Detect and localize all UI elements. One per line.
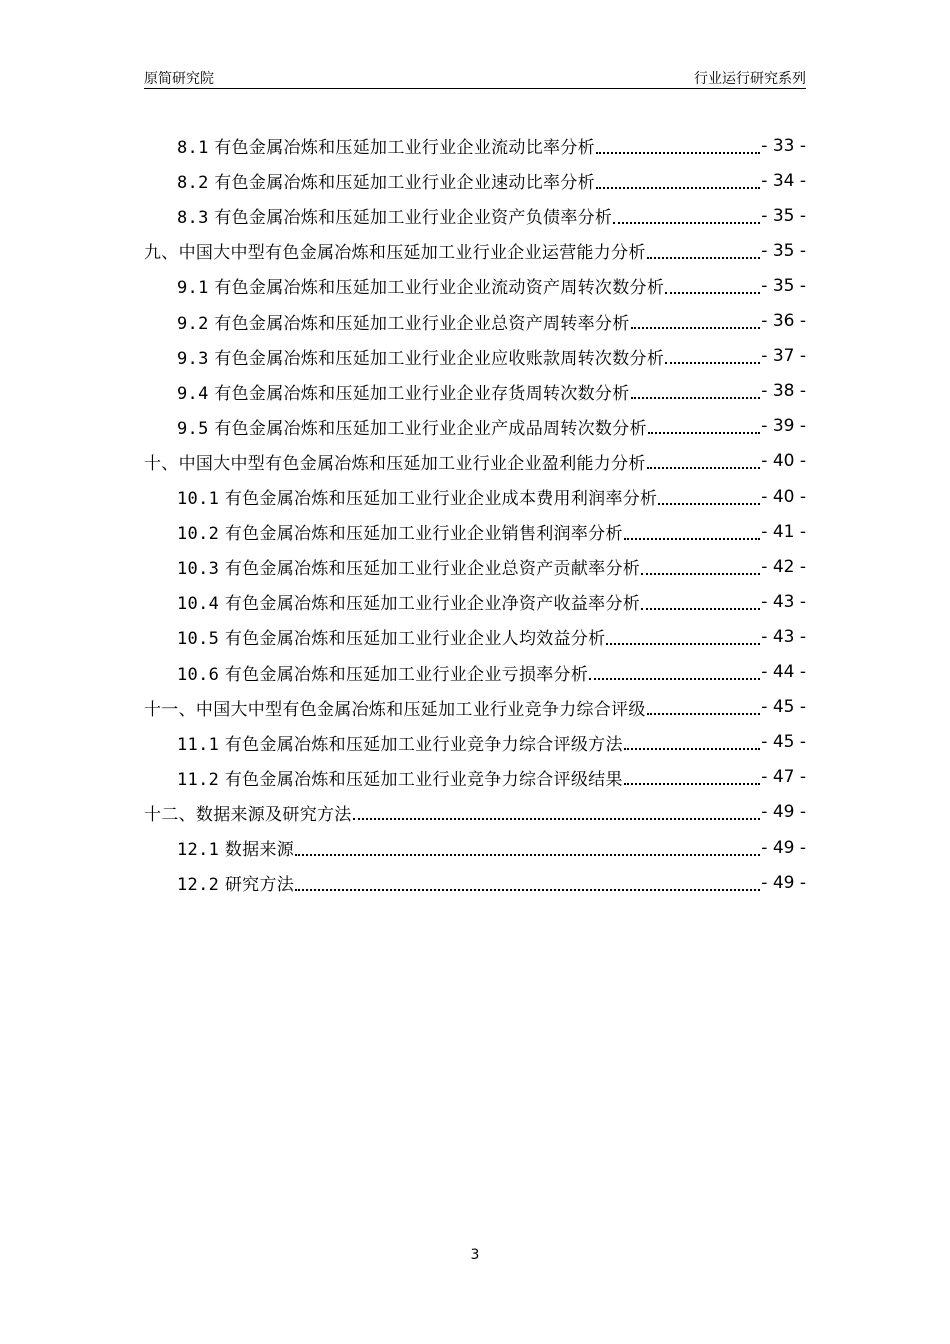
toc-entry-label — [177, 765, 623, 790]
toc-entry-title: 数据来源及研究方法 — [195, 804, 352, 825]
toc-leader-dots — [647, 693, 761, 715]
toc-entry-label — [177, 660, 588, 685]
toc-entry-title: 有色金属冶炼和压延加工业行业企业总资产周转率分析 — [214, 313, 630, 334]
toc-entry-label — [177, 168, 595, 193]
toc-entry[interactable] — [177, 268, 806, 303]
toc-leader-dots — [613, 202, 760, 224]
toc-entry-page: - 33 - — [761, 135, 806, 156]
toc-entry-page: - 37 - — [761, 346, 806, 367]
toc-entry[interactable] — [177, 830, 806, 865]
toc-leader-dots — [624, 518, 761, 540]
toc-leader-dots — [295, 834, 760, 856]
toc-entry-title: 有色金属冶炼和压延加工业行业企业应收账款周转次数分析 — [214, 348, 665, 369]
toc-entry-number: 9.4 — [177, 383, 209, 404]
toc-entry-number: 8.3 — [177, 208, 209, 229]
toc-entry[interactable] — [177, 865, 806, 900]
toc-entry-label — [144, 449, 646, 474]
toc-entry[interactable] — [144, 444, 806, 479]
toc-entry-number: 10.5 — [177, 629, 220, 650]
header-series-name: 行业运行研究系列 — [694, 71, 806, 87]
toc-entry-number: 九、 — [144, 243, 179, 264]
toc-leader-dots — [606, 623, 760, 645]
toc-entry-label — [177, 344, 664, 369]
toc-entry[interactable] — [177, 549, 806, 584]
toc-entry-page: - 35 - — [761, 240, 806, 261]
toc-entry[interactable] — [177, 163, 806, 198]
toc-entry-label — [177, 203, 612, 228]
toc-leader-dots — [295, 869, 760, 891]
toc-entry[interactable] — [177, 725, 806, 760]
toc-entry-title: 有色金属冶炼和压延加工业行业企业流动比率分析 — [214, 138, 595, 158]
toc-entry-title: 有色金属冶炼和压延加工业行业企业亏损率分析 — [224, 664, 589, 685]
toc-entry-label — [177, 309, 630, 334]
toc-entry-number: 9.1 — [177, 278, 209, 299]
toc-entry-page: - 49 - — [761, 872, 806, 893]
toc-entry-number: 12.1 — [177, 840, 220, 860]
toc-entry-page: - 49 - — [761, 802, 806, 823]
toc-entry-label — [144, 695, 646, 720]
toc-leader-dots — [641, 553, 760, 575]
toc-entry-label — [177, 519, 623, 544]
toc-entry-page: - 39 - — [761, 416, 806, 437]
toc-entry[interactable] — [177, 760, 806, 795]
toc-entry-page: - 40 - — [761, 451, 806, 472]
toc-leader-dots — [648, 412, 760, 434]
toc-entry-page: - 45 - — [761, 697, 806, 718]
toc-entry-label — [177, 624, 605, 649]
toc-leader-dots — [596, 167, 760, 189]
toc-entry-page: - 43 - — [761, 591, 806, 612]
toc-entry-number: 10.4 — [177, 594, 220, 615]
toc-entry-page: - 35 - — [761, 205, 806, 226]
toc-entry[interactable] — [177, 584, 806, 619]
toc-leader-dots — [624, 763, 761, 785]
toc-entry-number: 11.1 — [177, 734, 220, 755]
toc-entry-title: 有色金属冶炼和压延加工业行业企业净资产收益率分析 — [224, 594, 641, 615]
toc-entry-page: - 38 - — [761, 381, 806, 402]
toc-entry-number: 10.2 — [177, 524, 220, 545]
toc-entry-label — [177, 133, 595, 158]
toc-entry[interactable] — [177, 514, 806, 549]
toc-entry[interactable] — [177, 619, 806, 654]
toc-leader-dots — [641, 588, 760, 610]
toc-entry-title: 中国大中型有色金属冶炼和压延加工业行业企业运营能力分析 — [178, 243, 646, 264]
toc-entry-label — [177, 870, 294, 895]
toc-entry-number: 10.3 — [177, 559, 220, 580]
toc-leader-dots — [624, 728, 761, 750]
toc-entry-page: - 42 - — [761, 556, 806, 577]
toc-entry-title: 有色金属冶炼和压延加工业行业企业存货周转次数分析 — [214, 383, 630, 404]
toc-entry-label — [177, 379, 630, 404]
toc-entry-title: 有色金属冶炼和压延加工业行业竞争力综合评级结果 — [224, 769, 623, 790]
header-org-name: 原简研究院 — [144, 71, 214, 87]
toc-entry-number: 8.2 — [177, 173, 209, 194]
page-header — [144, 66, 806, 89]
toc-entry-page: - 45 - — [761, 732, 806, 753]
toc-entry-title: 有色金属冶炼和压延加工业行业企业人均效益分析 — [224, 629, 606, 650]
toc-entry[interactable] — [144, 233, 806, 268]
toc-leader-dots — [353, 798, 761, 820]
toc-entry-label — [144, 238, 646, 263]
toc-entry-label — [177, 273, 664, 298]
toc-entry-number: 10.1 — [177, 489, 220, 509]
toc-entry-title: 有色金属冶炼和压延加工业行业企业销售利润率分析 — [224, 524, 623, 545]
toc-entry-label — [177, 554, 640, 579]
toc-leader-dots — [631, 377, 761, 399]
toc-entry-number: 9.5 — [177, 418, 209, 439]
toc-entry[interactable] — [177, 479, 806, 514]
toc-entry-label — [177, 484, 657, 509]
toc-entry-page: - 47 - — [761, 767, 806, 788]
toc-entry-title: 有色金属冶炼和压延加工业行业企业资产负债率分析 — [214, 208, 613, 229]
toc-entry-label — [177, 589, 640, 614]
toc-leader-dots — [589, 658, 760, 680]
toc-entry-title: 有色金属冶炼和压延加工业行业企业总资产贡献率分析 — [224, 559, 641, 580]
toc-entry-title: 数据来源 — [224, 840, 295, 860]
toc-entry-title: 有色金属冶炼和压延加工业行业企业速动比率分析 — [214, 173, 595, 194]
toc-leader-dots — [665, 342, 760, 364]
toc-entry[interactable] — [144, 795, 806, 830]
toc-entry-title: 有色金属冶炼和压延加工业行业企业成本费用利润率分析 — [224, 489, 658, 509]
toc-entry-page: - 40 - — [761, 486, 806, 507]
toc-leader-dots — [596, 132, 760, 154]
toc-entry[interactable] — [177, 409, 806, 444]
page-number: 3 — [470, 1247, 480, 1263]
toc-entry-number: 9.2 — [177, 313, 209, 334]
toc-leader-dots — [665, 272, 760, 294]
toc-entry-page: - 35 - — [761, 275, 806, 296]
toc-entry-number: 10.6 — [177, 664, 220, 685]
toc-entry-page: - 34 - — [761, 170, 806, 191]
toc-entry[interactable] — [177, 198, 806, 233]
toc-leader-dots — [631, 307, 761, 329]
toc-entry-label — [177, 835, 294, 860]
toc-entry[interactable] — [177, 304, 806, 339]
toc-entry-number: 12.2 — [177, 875, 220, 896]
toc-entry-label — [177, 730, 623, 755]
toc-entry-number: 8.1 — [177, 138, 209, 158]
toc-entry-title: 有色金属冶炼和压延加工业行业企业流动资产周转次数分析 — [214, 278, 665, 299]
toc-entry-title: 研究方法 — [224, 875, 295, 896]
toc-entry[interactable] — [177, 374, 806, 409]
toc-entry-label — [177, 414, 647, 439]
toc-leader-dots — [647, 447, 761, 469]
toc-leader-dots — [658, 483, 760, 505]
toc-entry[interactable] — [177, 339, 806, 374]
toc-entry-page: - 36 - — [761, 311, 806, 331]
toc-entry[interactable] — [177, 655, 806, 690]
toc-entry-title: 中国大中型有色金属冶炼和压延加工业行业企业盈利能力分析 — [178, 453, 646, 474]
toc-entry-number: 十一、 — [144, 699, 196, 720]
toc-entry-page: - 49 - — [761, 837, 806, 858]
toc-entry-title: 有色金属冶炼和压延加工业行业竞争力综合评级方法 — [224, 734, 623, 755]
toc-entry[interactable] — [144, 690, 806, 725]
toc-entry-page: - 43 - — [761, 626, 806, 647]
toc-entry-number: 11.2 — [177, 769, 220, 790]
toc-entry-page: - 41 - — [761, 521, 806, 542]
toc-entry-title: 有色金属冶炼和压延加工业行业企业产成品周转次数分析 — [214, 418, 647, 439]
toc-entry-number: 9.3 — [177, 348, 209, 369]
toc-entry-number: 十二、 — [144, 804, 196, 825]
toc-entry[interactable] — [177, 128, 806, 163]
toc-entry-title: 中国大中型有色金属冶炼和压延加工业行业竞争力综合评级 — [195, 699, 646, 720]
toc-leader-dots — [647, 237, 761, 259]
toc-entry-number: 十、 — [144, 453, 179, 474]
toc-entry-page: - 44 - — [761, 662, 806, 682]
toc-entry-label — [144, 800, 352, 825]
